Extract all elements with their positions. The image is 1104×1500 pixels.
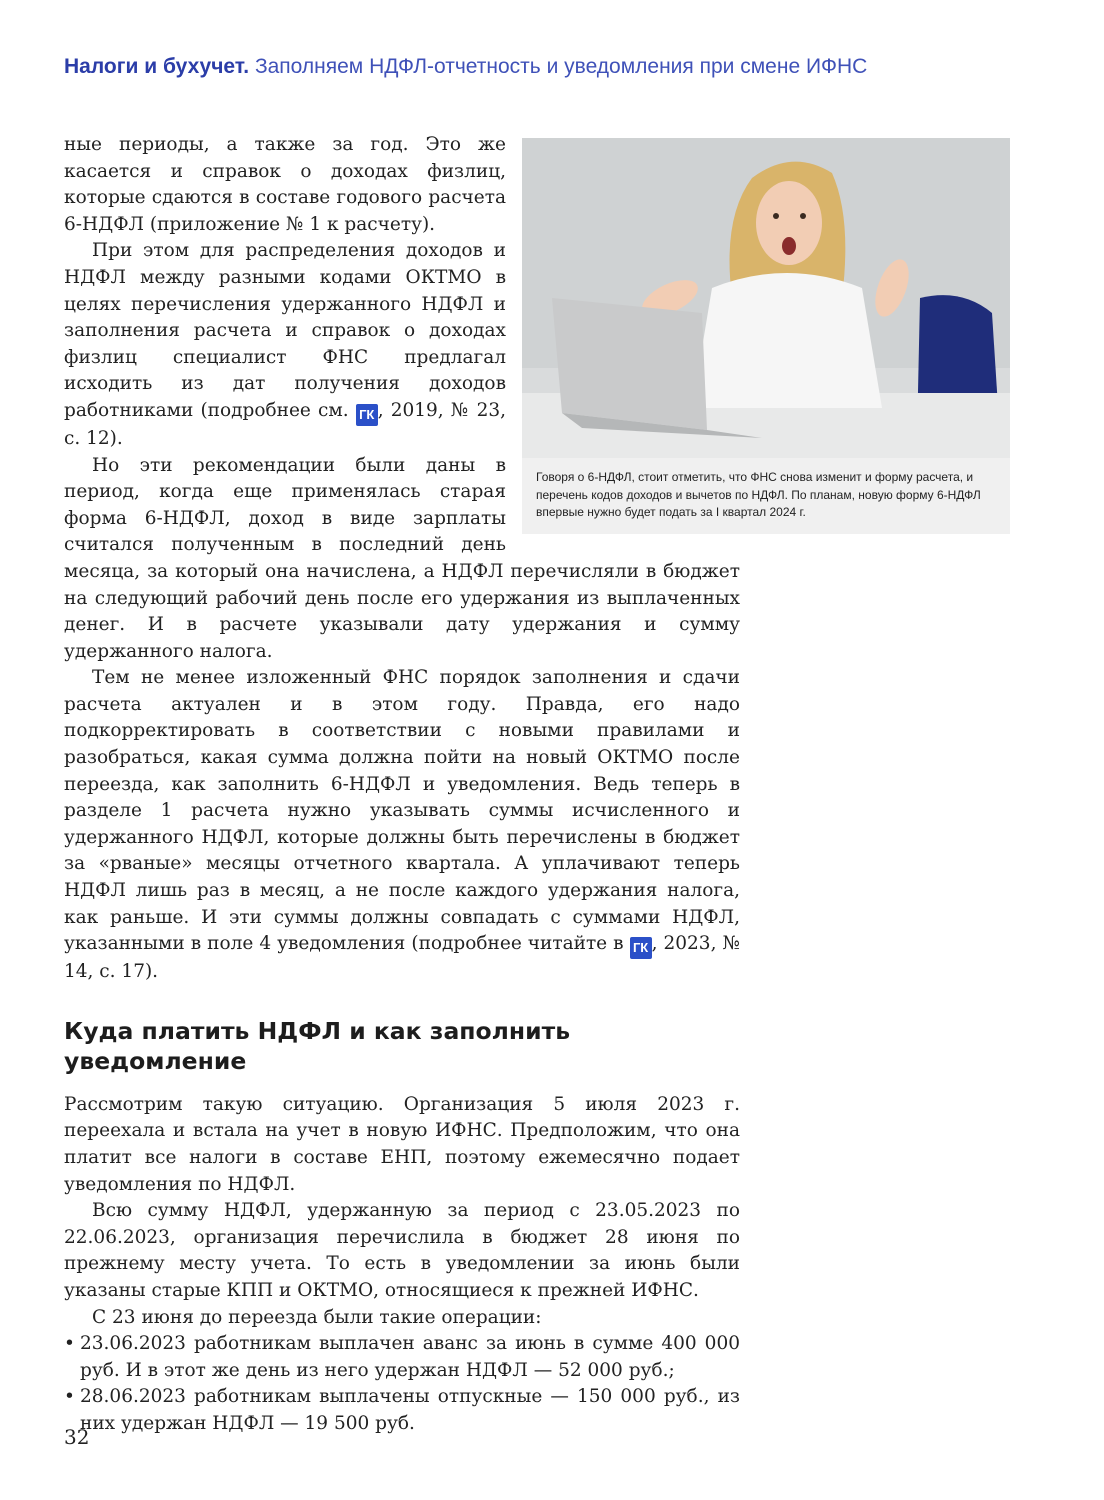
- paragraph-situation: Рассмотрим такую ситуацию. Организация 5 июля 2023 г. переехала и встала на учет в новую ИФНС. Предположим, что она платит все налоги в составе ЕНП, поэтому ежемесячно подает уведомления по НДФЛ.: [64, 1093, 740, 1195]
- paragraph-text: Тем не менее изложенный ФНС порядок заполнения и сдачи расчета актуален и в этом году. Правда, его надо подкорректировать в соответствии с новыми правилами и разобраться, какая сумма должна пойти на новый ОКТМО после переезда, как заполнить 6-НДФЛ и уведомления. Ведь теперь в разделе 1 расчета нужно указывать суммы исчисленного и удержанного НДФЛ, которые должны быть перечислены в бюджет за «рваные» месяцы отчетного квартала. А уплачивают теперь НДФЛ лишь раз в месяц, а не после каждого удержания налога, как раньше. И эти суммы должны совпадать с суммами НДФЛ, указанными в поле 4 уведомления (подробнее читайте в: [64, 667, 740, 955]
- photo-caption: Говоря о 6-НДФЛ, стоит отметить, что ФНС снова изменит и форму расчета, и перечень кодов доходов и вычетов по НДФЛ. По планам, новую форму 6-НДФЛ впервые нужно будет подать за I квартал 2024 г.: [536, 470, 981, 519]
- list-item: • 23.06.2023 работникам выплачен аванс за июнь в сумме 400 000 руб. И в этот же день из него удержан НДФЛ — 52 000 руб.;: [64, 1331, 740, 1384]
- gk-journal-icon: ГК: [630, 937, 652, 959]
- reference-text: , 2019, № 23, с. 12).: [64, 399, 506, 449]
- photo-woman-at-laptop: [522, 138, 1010, 458]
- page-number: 32: [64, 1425, 90, 1449]
- paragraph-old-form: Но эти рекомендации были даны в период, когда еще применялась старая форма 6-НДФЛ, доход в виде зарплаты считался полученным в последний день месяца, за который она начислена, а НДФЛ перечисляли в бюджет на следующий рабочий день после его удержания из выплаченных денег. И в расчете указывали дату удержания и сумму удержанного налога.: [64, 454, 740, 662]
- paragraph-june-payment: Всю сумму НДФЛ, удержанную за период с 23.05.2023 по 22.06.2023, организация перечислила в бюджет 28 июня по прежнему месту учета. То есть в уведомлении за июнь были указаны старые КПП и ОКТМО, относящиеся к прежней ИФНС.: [64, 1200, 740, 1301]
- list-item: • 28.06.2023 работникам выплачены отпускные — 150 000 руб., из них удержан НДФЛ — 19 500 руб.: [64, 1384, 740, 1437]
- header-title: Заполняем НДФЛ-отчетность и уведомления при смене ИФНС: [254, 55, 868, 78]
- paragraph-continued: ные периоды, а также за год. Это же касается и справок о доходах физлиц, которые сдаются в составе годового расчета 6-НДФЛ (приложение № 1 к расчету).: [64, 134, 506, 235]
- paragraph-operations-intro: С 23 июня до переезда были такие операции:: [92, 1306, 542, 1328]
- gk-journal-icon: ГК: [356, 404, 378, 426]
- header-section: Налоги и бухучет.: [64, 55, 250, 78]
- photo-figure: [522, 138, 1010, 534]
- paragraph-text: При этом для распределения доходов и НДФЛ между разными кодами ОКТМО в целях перечисления удержанного НДФЛ и заполнения расчета и справок о доходах физлиц специалист ФНС предлагал исходить из дат получения доходов работниками (подробнее см.: [64, 240, 506, 421]
- operations-list: [64, 1331, 740, 1437]
- reference-text: , 2023, № 14, с. 17).: [64, 933, 740, 983]
- section-heading: Куда платить НДФЛ и как заполнить уведомление: [64, 1016, 571, 1075]
- paragraph-current-rules: [64, 665, 740, 986]
- running-header: [64, 52, 1054, 82]
- article-body: [64, 132, 981, 1438]
